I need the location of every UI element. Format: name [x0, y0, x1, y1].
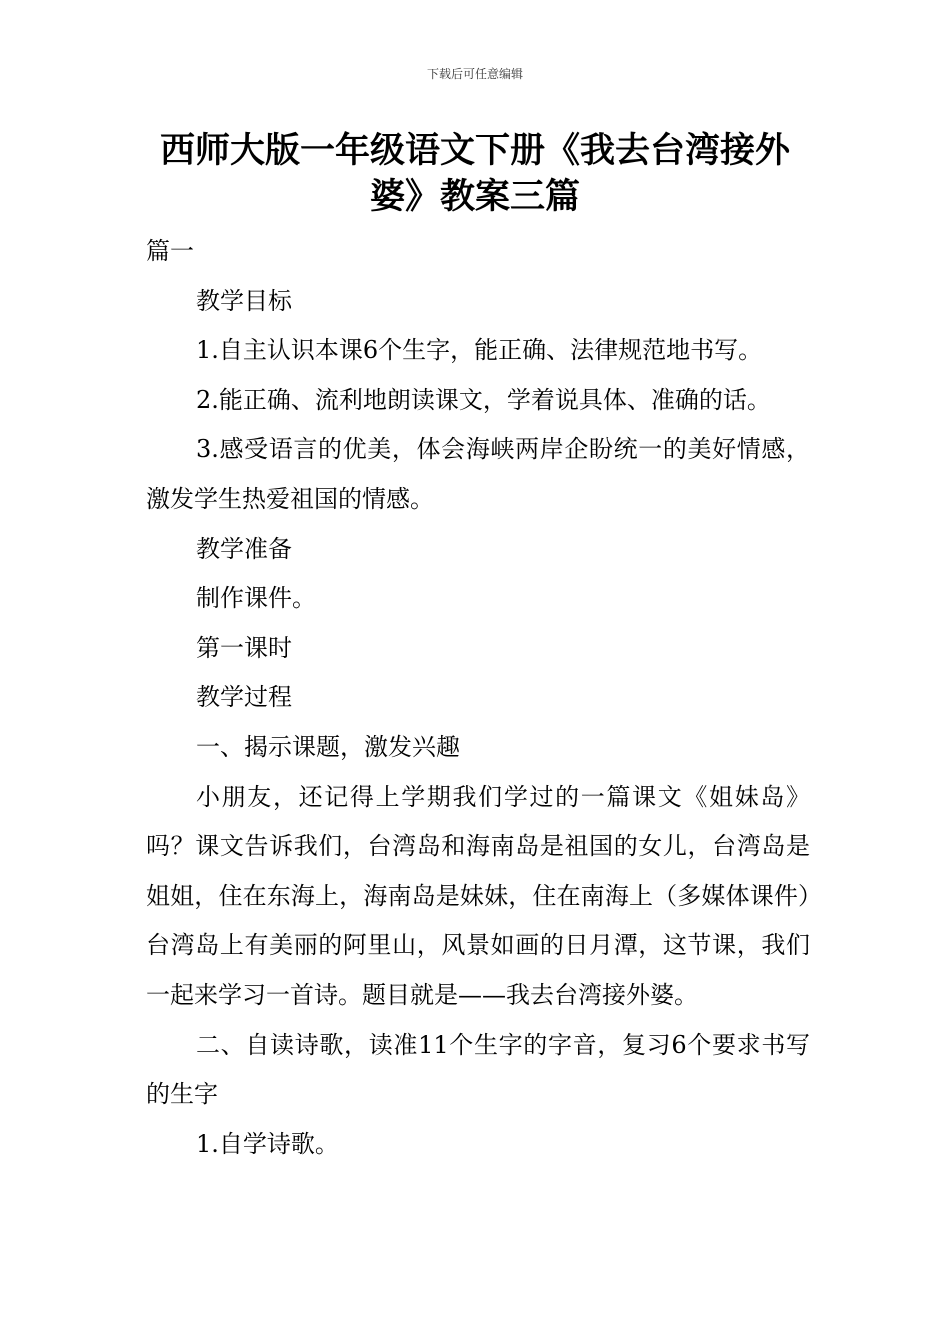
paragraph: 第一课时 — [196, 633, 292, 662]
title-line-2: 婆》教案三篇 — [369, 177, 580, 217]
paragraph: 1.自主认识本课6个生字，能正确、法律规范地书写。 — [196, 336, 763, 365]
paragraph: 二、自读诗歌，读准11个生字的字音，复习6个要求书写的生字 — [146, 1030, 810, 1109]
paragraph: 教学过程 — [196, 683, 292, 712]
paragraph: 教学目标 — [196, 286, 292, 315]
paragraph: 小朋友，还记得上学期我们学过的一篇课文《姐妹岛》吗？课文告诉我们，台湾岛和海南岛是祖国的女儿，台湾岛是姐姐，住在东海上，海南岛是妹妹，住在南海上（多媒体课件）台湾岛上有美丽的阿里山，风景如画的日月潭，这节课，我们一起来学习一首诗。题目就是——我去台湾接外婆。 — [146, 782, 810, 1009]
document-body — [146, 227, 810, 1169]
paragraph: 2.能正确、流利地朗读课文，学着说具体、准确的话。 — [196, 385, 771, 414]
document-title — [120, 128, 830, 220]
paragraph: 一、揭示课题，激发兴趣 — [196, 732, 460, 761]
section-heading: 篇一 — [146, 237, 194, 265]
paragraph: 制作课件。 — [196, 584, 316, 613]
header-note: 下载后可任意编辑 — [426, 67, 523, 81]
paragraph: 1.自学诗歌。 — [196, 1129, 339, 1158]
paragraph: 3.感受语言的优美，体会海峡两岸企盼统一的美好情感，激发学生热爱祖国的情感。 — [146, 435, 810, 513]
title-line-1: 西师大版一年级语文下册《我去台湾接外 — [159, 131, 790, 171]
paragraph: 教学准备 — [196, 534, 292, 563]
